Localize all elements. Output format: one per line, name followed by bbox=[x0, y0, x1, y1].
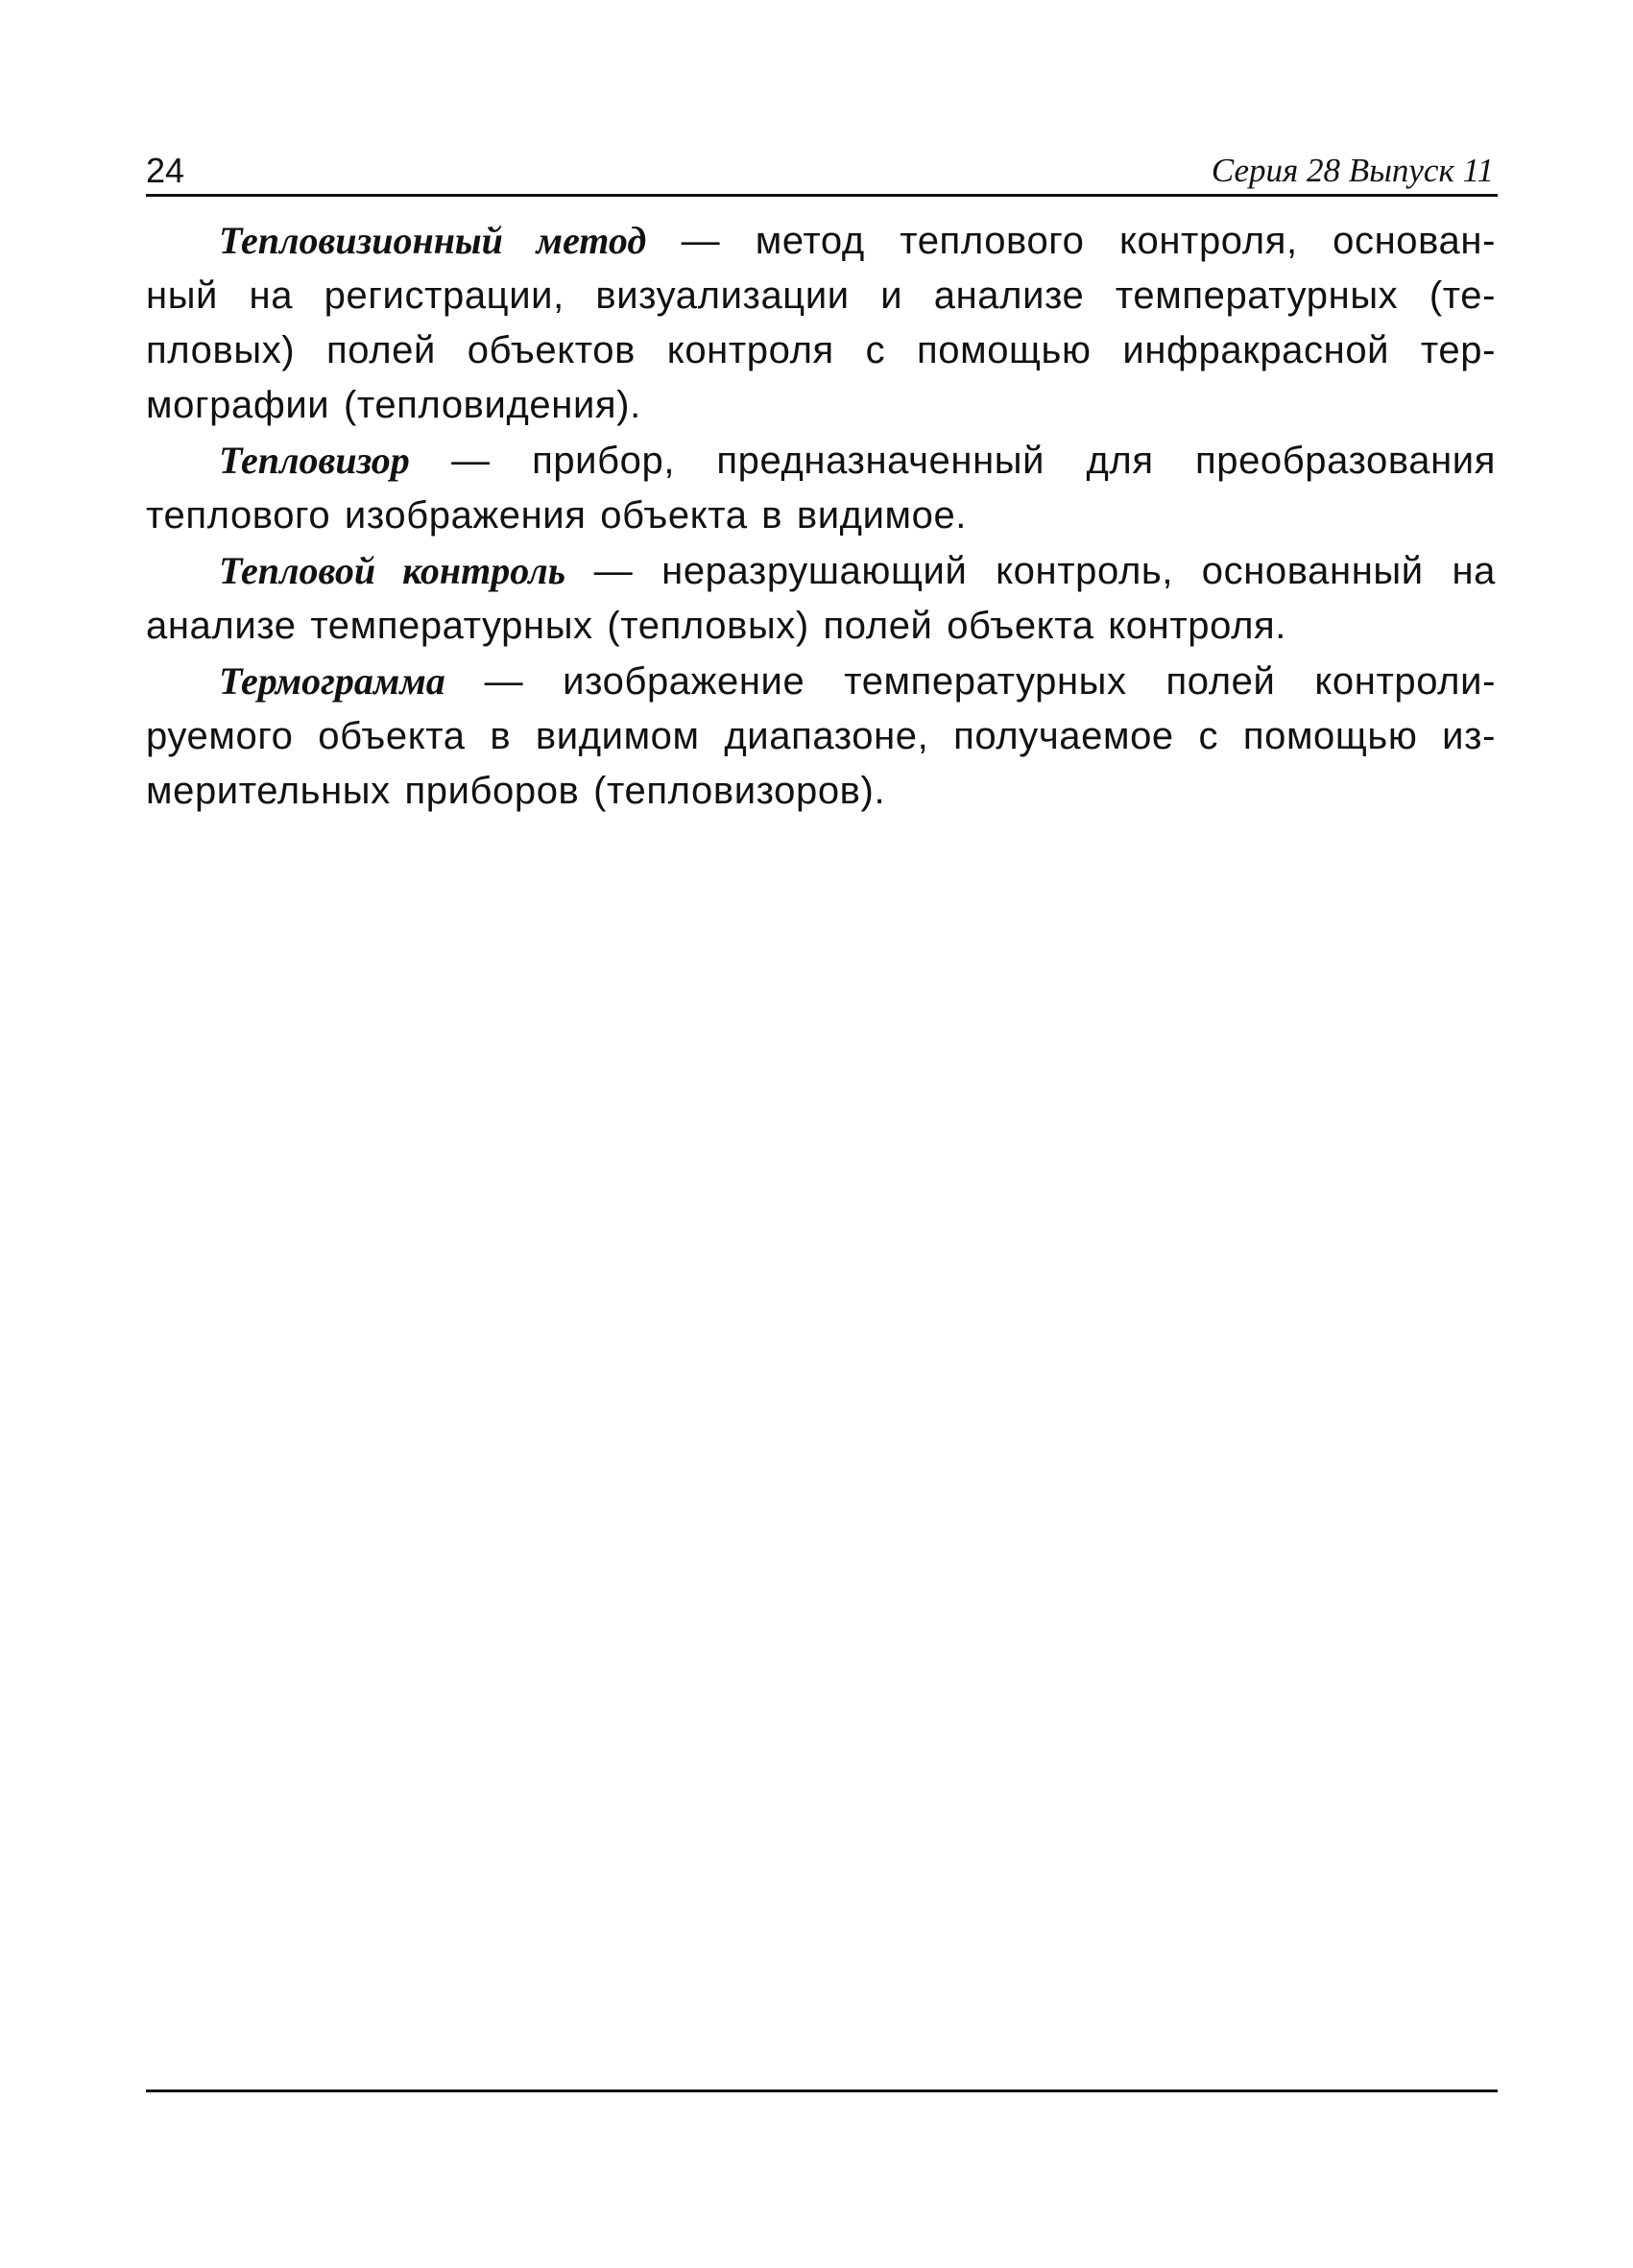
definition-line: ный на регистрации, визуализации и анализе температурных (те- bbox=[146, 275, 1496, 317]
glossary-entry bbox=[146, 213, 1496, 433]
definition-line: мерительных приборов (тепловизоров). bbox=[146, 770, 886, 812]
definition-line: — прибор, предназначенный для преобразования bbox=[409, 440, 1496, 482]
definition-line: — неразрушающий контроль, основанный на bbox=[565, 550, 1496, 592]
definition-line: анализе температурных (тепловых) полей объекта контроля. bbox=[146, 605, 1286, 647]
glossary-entry bbox=[146, 654, 1496, 819]
definition-line: руемого объекта в видимом диапазоне, получаемое с помощью из- bbox=[146, 715, 1496, 757]
glossary-text bbox=[146, 213, 1496, 819]
glossary-entry bbox=[146, 433, 1496, 543]
definition-line: мографии (тепловидения). bbox=[146, 384, 641, 426]
glossary-term: Тепловизор bbox=[219, 439, 410, 482]
running-head: Серия 28 Выпуск 11 bbox=[1211, 152, 1494, 189]
page-number: 24 bbox=[146, 151, 185, 190]
glossary-entry bbox=[146, 543, 1496, 654]
page-header bbox=[146, 144, 1498, 197]
definition-line: — метод теплового контроля, основан- bbox=[646, 220, 1496, 262]
glossary-term: Тепловой контроль bbox=[219, 549, 566, 592]
definition-line: — изображение температурных полей контроли- bbox=[444, 660, 1496, 703]
footer-rule bbox=[146, 2089, 1498, 2092]
definition-line: теплового изображения объекта в видимое. bbox=[146, 494, 968, 537]
glossary-term: Термограмма bbox=[219, 659, 445, 703]
definition-line: пловых) полей объектов контроля с помощью инфракрасной тер- bbox=[146, 329, 1496, 371]
glossary-term: Тепловизионный метод bbox=[219, 219, 647, 262]
